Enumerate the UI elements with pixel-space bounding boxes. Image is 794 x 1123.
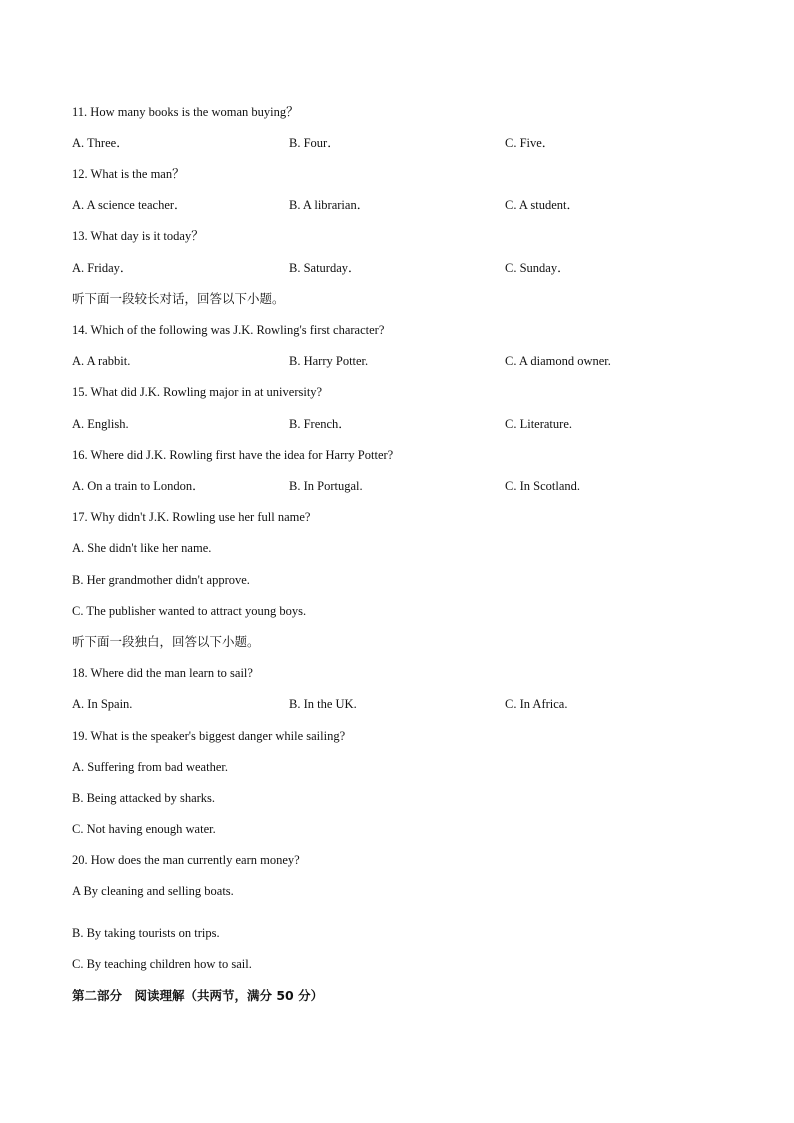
section-heading: 第二部分 阅读理解（共两节，满分 50 分） [72,988,324,1003]
question-11-option-a: A. Three． [72,136,129,150]
question-12-stem: 12. What is the man？ [72,167,185,181]
question-16-option-c: C. In Scotland. [505,479,580,493]
question-13-stem: 13. What day is it today？ [72,229,204,243]
question-16-option-b: B. In Portugal. [289,479,363,493]
question-12-option-c: C. A student． [505,198,579,212]
question-17-option-a: A. She didn't like her name. [72,541,212,555]
question-18-option-c: C. In Africa. [505,697,568,711]
question-16-option-a: A. On a train to London． [72,479,205,493]
question-15-option-a: A. English. [72,417,129,431]
question-19-option-c: C. Not having enough water. [72,822,216,836]
question-14-option-a: A. A rabbit. [72,354,131,368]
question-18-option-a: A. In Spain. [72,697,133,711]
question-19-option-b: B. Being attacked by sharks. [72,791,216,805]
question-20-option-a: A By cleaning and selling boats. [72,884,234,898]
question-14-option-b: B. Harry Potter. [289,354,369,368]
monologue-instruction: 听下面一段独白，回答以下小题。 [72,634,260,649]
question-16-stem: 16. Where did J.K. Rowling first have the idea for Harry Potter? [72,448,394,462]
question-19-option-a: A. Suffering from bad weather. [72,760,228,774]
question-17-option-b: B. Her grandmother didn't approve. [72,573,250,587]
question-20-stem: 20. How does the man currently earn money? [72,853,300,867]
question-17-option-c: C. The publisher wanted to attract young boys. [72,604,307,618]
question-11-stem: 11. How many books is the woman buying？ [72,105,299,119]
question-15-option-b: B. French． [289,417,351,431]
question-20-option-c: C. By teaching children how to sail. [72,957,252,971]
question-18-stem: 18. Where did the man learn to sail? [72,666,253,680]
question-18-option-b: B. In the UK. [289,697,357,711]
question-14-option-c: C. A diamond owner. [505,354,611,368]
question-15-option-c: C. Literature. [505,417,572,431]
question-15-stem: 15. What did J.K. Rowling major in at university? [72,385,323,399]
question-13-option-c: C. Sunday． [505,261,570,275]
question-19-stem: 19. What is the speaker's biggest danger while sailing? [72,729,346,743]
question-11-option-c: C. Five． [505,136,555,150]
question-12-option-b: B. A librarian． [289,198,370,212]
question-20-option-b: B. By taking tourists on trips. [72,926,220,940]
long-dialogue-instruction: 听下面一段较长对话，回答以下小题。 [72,291,285,306]
question-13-option-b: B. Saturday． [289,261,361,275]
question-14-stem: 14. Which of the following was J.K. Rowling's first character? [72,323,385,337]
question-11-option-b: B. Four． [289,136,340,150]
question-12-option-a: A. A science teacher． [72,198,187,212]
question-13-option-a: A. Friday． [72,261,133,275]
question-17-stem: 17. Why didn't J.K. Rowling use her full name? [72,510,311,524]
